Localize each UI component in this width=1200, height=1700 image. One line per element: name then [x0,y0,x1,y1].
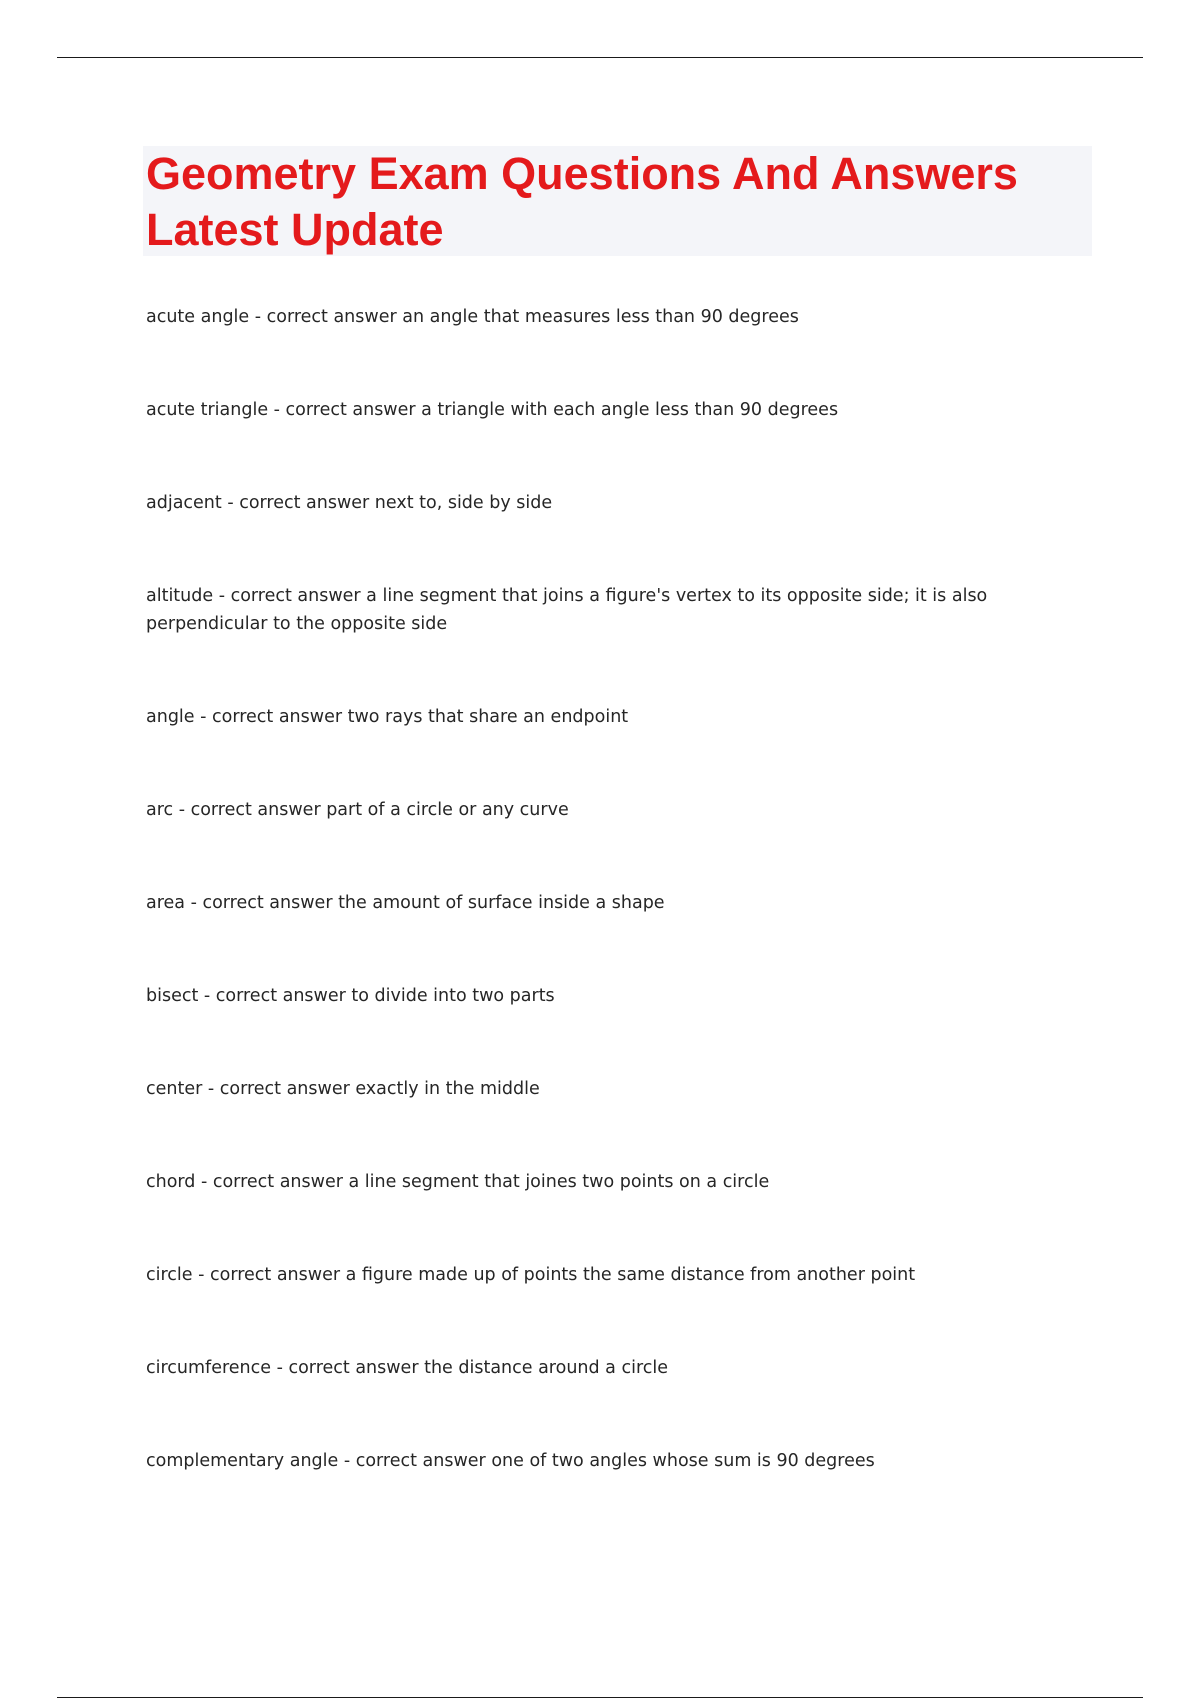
glossary-entry: bisect - correct answer to divide into two parts [146,986,555,1006]
bottom-rule [57,1697,1143,1698]
glossary-entry: angle - correct answer two rays that share an endpoint [146,707,629,727]
glossary-entry: chord - correct answer a line segment that joines two points on a circle [146,1172,770,1192]
glossary-entry: adjacent - correct answer next to, side by side [146,493,553,513]
glossary-entry: altitude - correct answer a line segment that joins a figure's vertex to its opposite side; it is also perpendicular to the opposite side [146,586,988,634]
glossary-entry: acute angle - correct answer an angle that measures less than 90 degrees [146,307,799,327]
title-box [143,146,1092,256]
top-rule [57,57,1143,58]
glossary-entry: acute triangle - correct answer a triangle with each angle less than 90 degrees [146,400,839,420]
glossary-entry: complementary angle - correct answer one of two angles whose sum is 90 degrees [146,1451,875,1471]
glossary-entry: arc - correct answer part of a circle or any curve [146,800,569,820]
glossary-list [146,303,1026,1540]
glossary-entry: circumference - correct answer the distance around a circle [146,1358,669,1378]
glossary-entry: area - correct answer the amount of surface inside a shape [146,893,665,913]
glossary-entry: center - correct answer exactly in the middle [146,1079,540,1099]
document-title: Geometry Exam Questions And Answers Latest Update [146,148,1018,255]
glossary-entry: circle - correct answer a figure made up of points the same distance from another point [146,1265,916,1285]
